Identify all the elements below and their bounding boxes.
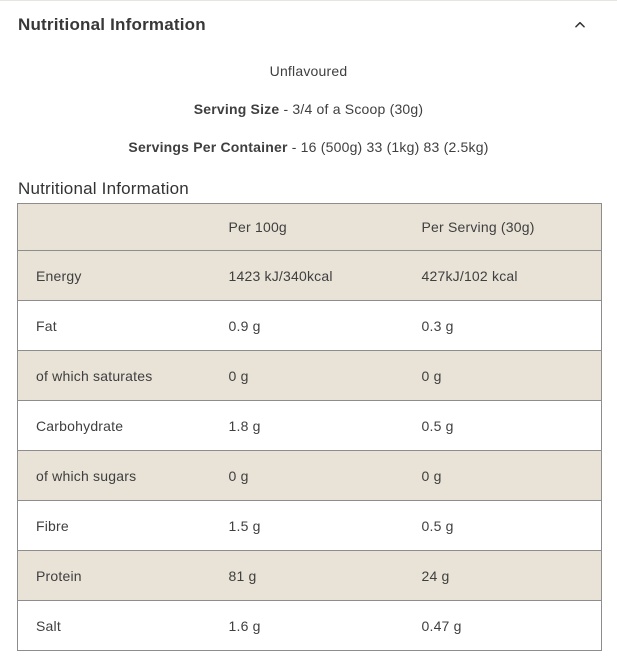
row-label: Energy — [18, 251, 211, 301]
table-row-sugars — [18, 451, 602, 501]
accordion-title: Nutritional Information — [18, 15, 206, 34]
table-row-salt — [18, 601, 602, 651]
row-value-per-serving: 0.47 g — [404, 601, 602, 651]
servings-per-container-label: Servings Per Container — [128, 139, 288, 155]
serving-size-line — [0, 101, 617, 117]
row-label: Fibre — [18, 501, 211, 551]
table-row-saturates — [18, 351, 602, 401]
row-value-per-100g: 1.6 g — [211, 601, 404, 651]
chevron-up-icon[interactable] — [573, 18, 587, 32]
nutrition-table — [17, 203, 602, 651]
row-label: of which saturates — [18, 351, 211, 401]
row-label: Fat — [18, 301, 211, 351]
row-value-per-100g: 0 g — [211, 351, 404, 401]
row-value-per-serving: 0 g — [404, 451, 602, 501]
table-row-fat — [18, 301, 602, 351]
table-row-protein — [18, 551, 602, 601]
serving-size-label: Serving Size — [193, 101, 280, 117]
row-value-per-serving: 24 g — [404, 551, 602, 601]
column-header-per-100g: Per 100g — [211, 204, 404, 251]
serving-info — [0, 63, 617, 155]
row-label: of which sugars — [18, 451, 211, 501]
row-label: Protein — [18, 551, 211, 601]
row-value-per-serving: 0.5 g — [404, 501, 602, 551]
row-value-per-100g: 1.5 g — [211, 501, 404, 551]
row-value-per-100g: 1.8 g — [211, 401, 404, 451]
servings-per-container-line — [0, 139, 617, 155]
table-row-fibre — [18, 501, 602, 551]
row-value-per-serving: 0.5 g — [404, 401, 602, 451]
row-label: Salt — [18, 601, 211, 651]
row-value-per-serving: 0 g — [404, 351, 602, 401]
serving-size-value: - 3/4 of a Scoop (30g) — [283, 101, 424, 117]
row-label: Carbohydrate — [18, 401, 211, 451]
row-value-per-100g: 0 g — [211, 451, 404, 501]
column-header-blank — [18, 204, 211, 251]
row-value-per-serving: 0.3 g — [404, 301, 602, 351]
table-row-energy — [18, 251, 602, 301]
table-header-row — [18, 204, 602, 251]
table-section-heading: Nutritional Information — [18, 179, 189, 198]
row-value-per-100g: 0.9 g — [211, 301, 404, 351]
flavour-line — [0, 63, 617, 79]
accordion-header[interactable] — [0, 1, 617, 45]
table-row-carbohydrate — [18, 401, 602, 451]
row-value-per-serving: 427kJ/102 kcal — [404, 251, 602, 301]
flavour-label: Unflavoured — [269, 63, 348, 79]
servings-per-container-value: - 16 (500g) 33 (1kg) 83 (2.5kg) — [291, 139, 489, 155]
row-value-per-100g: 1423 kJ/340kcal — [211, 251, 404, 301]
row-value-per-100g: 81 g — [211, 551, 404, 601]
column-header-per-serving: Per Serving (30g) — [404, 204, 602, 251]
